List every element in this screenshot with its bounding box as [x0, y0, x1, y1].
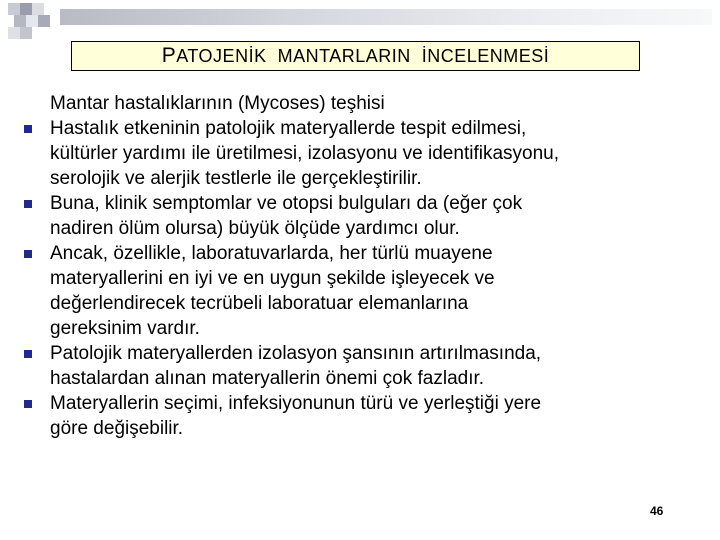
bullet-text	[50, 341, 541, 391]
bullet-line: hastalardan alınan materyallerin önemi çok fazladır.	[50, 368, 485, 389]
bullet-line: serolojik ve alerjik testlerle ile gerçekleştirilir.	[50, 168, 422, 189]
bullet-square-icon	[21, 191, 50, 208]
corner-decoration-square	[8, 3, 20, 15]
corner-decoration-square	[20, 3, 32, 15]
page-number: 46	[650, 504, 664, 518]
bullet-item	[21, 391, 711, 441]
lead-text: Mantar hastalıklarının (Mycoses) teşhisi	[50, 93, 385, 114]
corner-decoration-square	[38, 15, 50, 27]
corner-decoration-square	[14, 15, 26, 27]
bullet-item	[21, 241, 711, 341]
bullet-line: nadiren ölüm olursa) büyük ölçüde yardımcı olur.	[50, 218, 460, 239]
bullet-line: kültürler yardımı ile üretilmesi, izolasyonu ve identifikasyonu,	[50, 143, 559, 164]
bullet-item	[21, 191, 711, 241]
bullet-line: Hastalık etkeninin patolojik materyallerde tespit edilmesi,	[50, 118, 527, 139]
bullet-line: değerlendirecek tecrübeli laboratuar elemanlarına	[50, 293, 469, 314]
bullet-line: Ancak, özellikle, laboratuvarlarda, her türlü muayene	[50, 243, 493, 264]
slide-title-initial: P	[161, 44, 177, 67]
bullet-item	[21, 116, 711, 191]
bullet-square-icon	[21, 341, 50, 358]
slide-title	[162, 44, 550, 68]
bullet-list	[21, 116, 711, 441]
corner-decoration-square	[32, 3, 44, 15]
bullet-text	[50, 191, 522, 241]
corner-decoration-square	[8, 27, 20, 39]
bullet-line: gereksinim vardır.	[50, 318, 200, 339]
bullet-line: Materyallerin seçimi, infeksiyonunun türü ve yerleştiği yere	[50, 393, 542, 414]
bullet-square-icon	[21, 241, 50, 258]
corner-decoration-square	[26, 15, 38, 27]
bullet-text	[50, 241, 495, 341]
bullet-line: göre değişebilir.	[50, 418, 184, 439]
bullet-line: materyallerini en iyi ve en uygun şekilde işleyecek ve	[50, 268, 495, 289]
slide-body	[21, 91, 711, 441]
slide-title-rest: ATOJENİK MANTARLARIN İNCELENMESİ	[176, 46, 550, 66]
bullet-text	[50, 391, 541, 441]
bullet-item	[21, 341, 711, 391]
bullet-square-icon	[21, 391, 50, 408]
bullet-line: Patolojik materyallerden izolasyon şansının artırılmasında,	[50, 343, 542, 364]
bullet-text	[50, 116, 559, 191]
corner-decoration-square	[20, 27, 32, 39]
bullet-line: Buna, klinik semptomlar ve otopsi bulguları da (eğer çok	[50, 193, 523, 214]
bullet-square-icon	[21, 116, 50, 133]
slide-title-box	[71, 41, 640, 71]
header-decoration-bar	[60, 9, 712, 25]
